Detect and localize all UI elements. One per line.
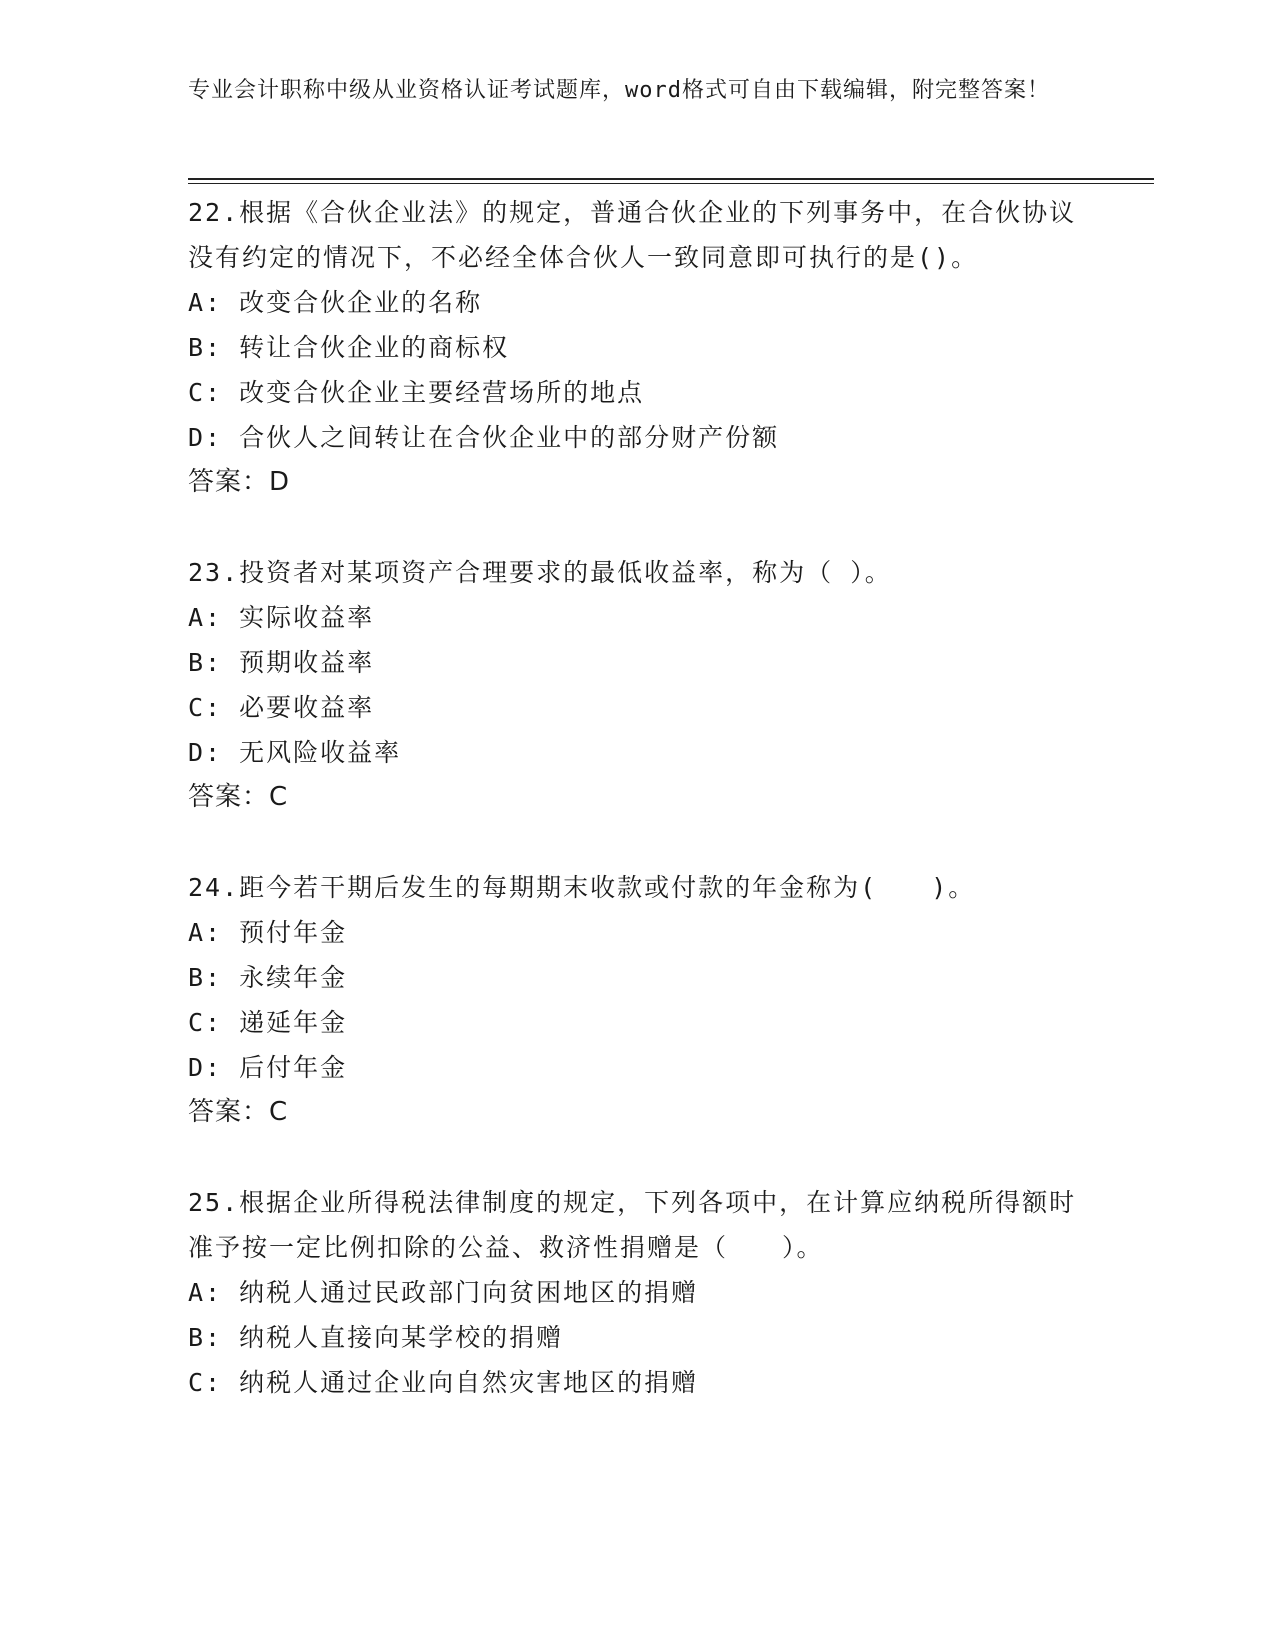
option-d: D: 无风险收益率: [188, 738, 402, 767]
question-spacer: [188, 1135, 1088, 1180]
answer-text: 答案：C: [188, 1097, 289, 1127]
option-b: B: 转让合伙企业的商标权: [188, 333, 510, 362]
option-c: C: 改变合伙企业主要经营场所的地点: [188, 378, 645, 407]
question-23: [188, 550, 1088, 820]
question-24: [188, 865, 1088, 1135]
option-a: A: 纳税人通过民政部门向贫困地区的捐赠: [188, 1278, 699, 1307]
header-divider: [188, 178, 1154, 184]
question-list: [188, 190, 1088, 1405]
option-b: B: 永续年金: [188, 963, 348, 992]
question-spacer: [188, 505, 1088, 550]
option-a: A: 预付年金: [188, 918, 348, 947]
option-d: D: 后付年金: [188, 1053, 348, 1082]
question-22: [188, 190, 1088, 505]
question-stem: 22.根据《合伙企业法》的规定，普通合伙企业的下列事务中，在合伙协议没有约定的情况下，不必经全体合伙人一致同意即可执行的是()。: [188, 198, 1077, 272]
option-c: C: 递延年金: [188, 1008, 348, 1037]
question-stem: 25.根据企业所得税法律制度的规定，下列各项中，在计算应纳税所得额时准予按一定比例扣除的公益、救济性捐赠是（ ）。: [188, 1188, 1077, 1262]
option-c: C: 必要收益率: [188, 693, 375, 722]
document-header: 专业会计职称中级从业资格认证考试题库，word格式可自由下载编辑，附完整答案！: [188, 78, 1050, 103]
option-a: A: 改变合伙企业的名称: [188, 288, 483, 317]
option-a: A: 实际收益率: [188, 603, 375, 632]
question-25: [188, 1180, 1088, 1405]
question-stem: 23.投资者对某项资产合理要求的最低收益率，称为（ ）。: [188, 558, 892, 587]
option-b: B: 预期收益率: [188, 648, 375, 677]
answer-text: 答案：D: [188, 467, 291, 497]
option-d: D: 合伙人之间转让在合伙企业中的部分财产份额: [188, 423, 780, 452]
question-spacer: [188, 820, 1088, 865]
answer-text: 答案：C: [188, 782, 289, 812]
option-b: B: 纳税人直接向某学校的捐赠: [188, 1323, 564, 1352]
question-stem: 24.距今若干期后发生的每期期末收款或付款的年金称为( )。: [188, 873, 976, 902]
option-c: C: 纳税人通过企业向自然灾害地区的捐赠: [188, 1368, 699, 1397]
